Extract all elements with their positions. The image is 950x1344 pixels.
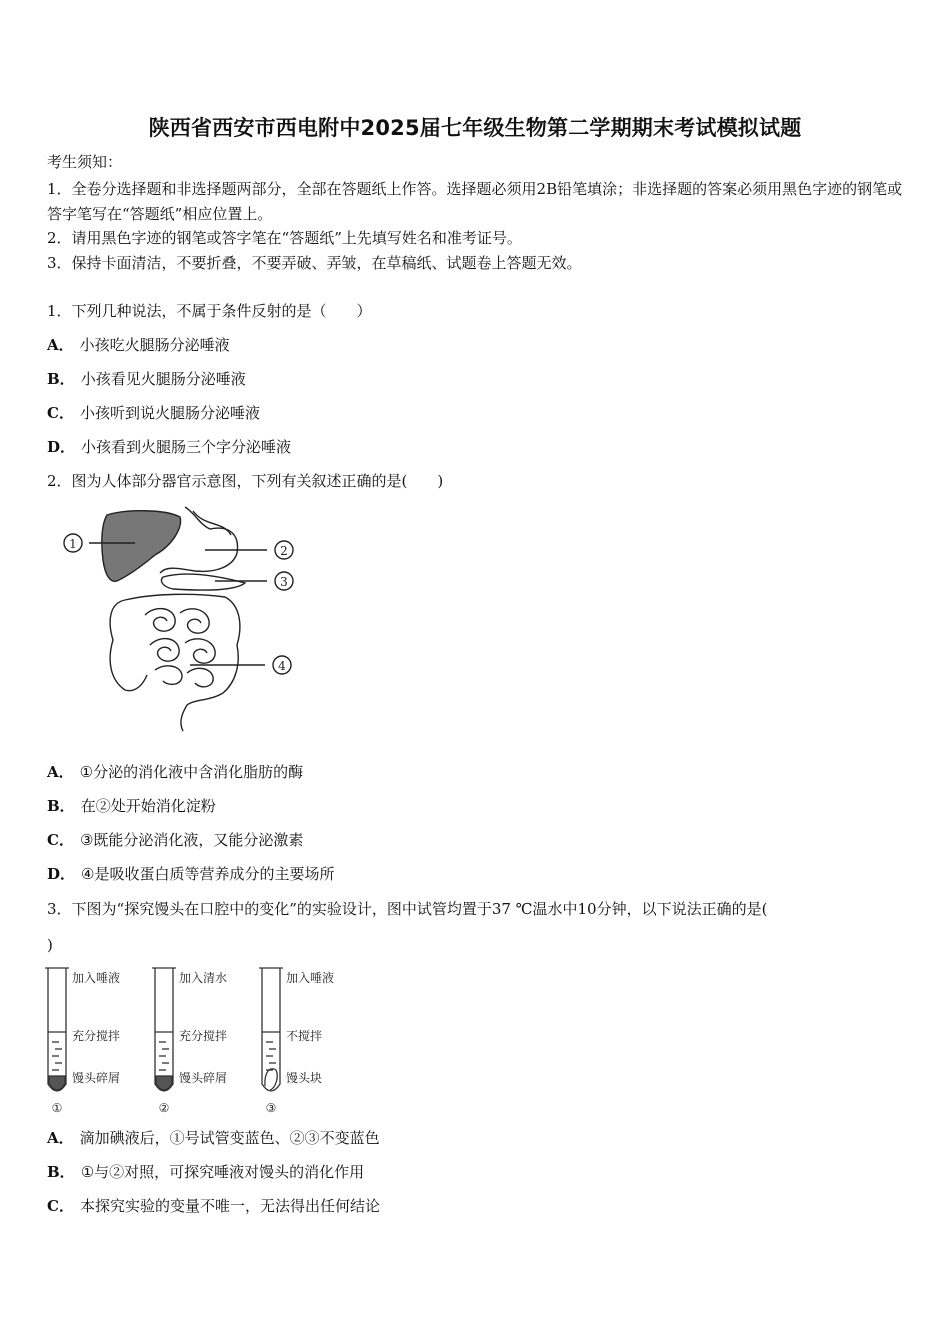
- notice-item-1: 1．全卷分选择题和非选择题两部分，全部在答题纸上作答。选择题必须用2B铅笔填涂；非选择题的答案必须用黑色字迹的钢笔或答字笔写在“答题纸”相应位置上。: [47, 180, 903, 223]
- tube-sample-label: 馒头碎屑: [179, 1071, 228, 1085]
- bread-crumbs: [156, 1076, 172, 1090]
- tube-stir-label: 不搅拌: [286, 1029, 323, 1043]
- question-2-stem: 2．图为人体部分器官示意图，下列有关叙述正确的是( ): [47, 472, 444, 490]
- q1-option-d: D． 小孩看到火腿肠三个字分泌唾液: [47, 438, 292, 456]
- bread-crumbs: [49, 1076, 65, 1090]
- question-3-stem-end: ): [47, 936, 53, 954]
- q3-option-c: C． 本探究实验的变量不唯一，无法得出任何结论: [47, 1197, 380, 1215]
- tube-stir-label: 充分搅拌: [72, 1029, 121, 1043]
- figure-label-4: 4: [278, 659, 286, 673]
- question-1-stem: 1．下列几种说法，不属于条件反射的是（ ）: [47, 302, 372, 320]
- tube-number: ③: [265, 1101, 277, 1115]
- tube-number: ①: [51, 1101, 63, 1115]
- tube-sample-label: 馒头块: [286, 1071, 323, 1085]
- q3-option-b: B． ①与②对照，可探究唾液对馒头的消化作用: [47, 1163, 365, 1181]
- tube-add-label: 加入清水: [179, 971, 228, 985]
- figure-label-2: 2: [280, 544, 288, 558]
- tube-number: ②: [158, 1101, 170, 1115]
- q1-option-a: A． 小孩吃火腿肠分泌唾液: [47, 336, 230, 354]
- page-title: 陕西省西安市西电附中2025届七年级生物第二学期期末考试模拟试题: [148, 116, 802, 140]
- test-tube: [48, 968, 66, 1091]
- test-tube: [155, 968, 173, 1091]
- figure-label-3: 3: [280, 575, 288, 589]
- q2-option-b: B． 在②处开始消化淀粉: [47, 797, 216, 815]
- q2-option-d: D． ④是吸收蛋白质等营养成分的主要场所: [47, 865, 335, 883]
- q2-option-c: C． ③既能分泌消化液，又能分泌激素: [47, 831, 304, 849]
- tube-add-label: 加入唾液: [286, 971, 335, 985]
- test-tube-figure: [40, 962, 360, 1117]
- tube-stir-label: 充分搅拌: [179, 1029, 228, 1043]
- notice-item-2: 2．请用黑色字迹的钢笔或答字笔在“答题纸”上先填写姓名和准考证号。: [47, 229, 522, 247]
- q1-option-c: C． 小孩听到说火腿肠分泌唾液: [47, 404, 260, 422]
- q3-option-a: A． 滴加碘液后，①号试管变蓝色、②③不变蓝色: [47, 1129, 380, 1147]
- tube-sample-label: 馒头碎屑: [72, 1071, 121, 1085]
- q2-option-a: A． ①分泌的消化液中含消化脂肪的酶: [47, 763, 304, 781]
- tube-add-label: 加入唾液: [72, 971, 121, 985]
- notice-item-3: 3．保持卡面清洁，不要折叠，不要弄破、弄皱，在草稿纸、试题卷上答题无效。: [47, 254, 582, 272]
- bread-block: [265, 1069, 277, 1090]
- digestive-system-figure: [55, 505, 305, 735]
- q1-option-b: B． 小孩看见火腿肠分泌唾液: [47, 370, 246, 388]
- notice-heading: 考生须知：: [47, 153, 123, 171]
- question-3-stem: 3．下图为“探究馒头在口腔中的变化”的实验设计，图中试管均置于37 ℃温水中10分钟，以下说法正确的是(: [47, 900, 768, 918]
- figure-label-1: 1: [69, 537, 77, 551]
